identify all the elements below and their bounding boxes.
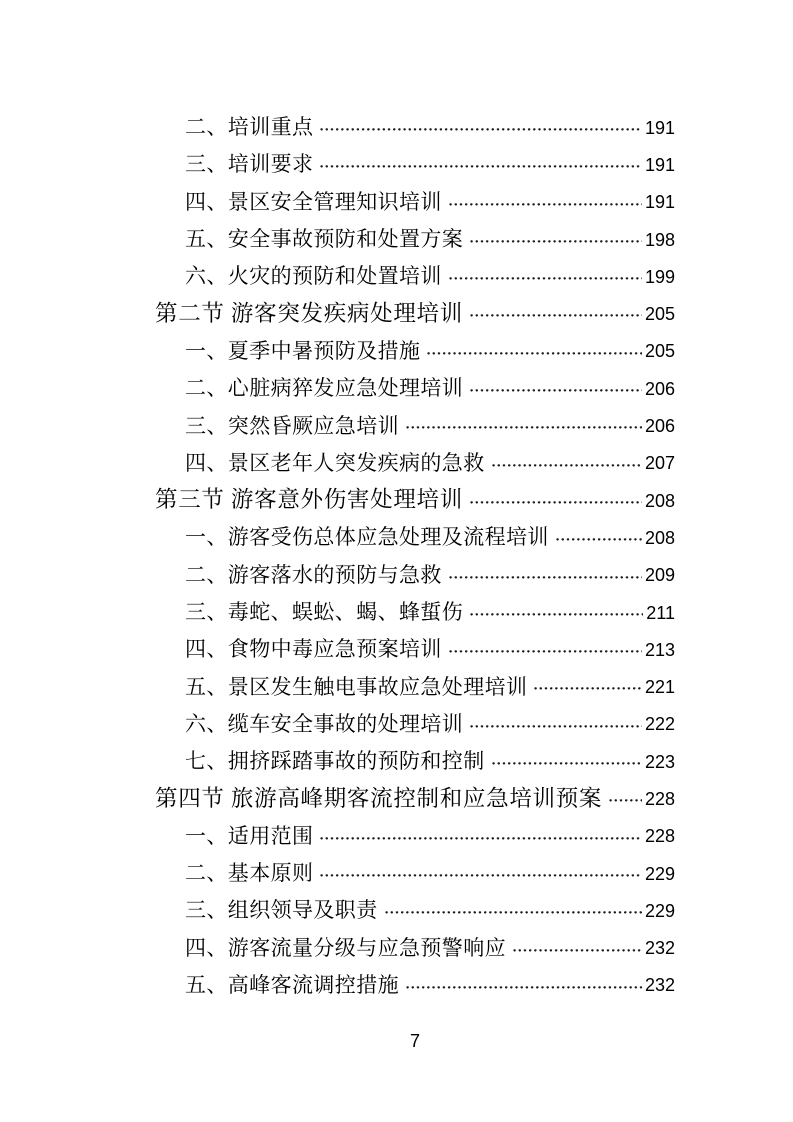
- toc-entry-page-number: 206: [644, 416, 675, 437]
- toc-section-entry: [155, 482, 675, 519]
- toc-item-entry: [155, 109, 675, 146]
- toc-item-entry: [155, 818, 675, 855]
- page-footer: [155, 1030, 675, 1053]
- toc-section-entry: [155, 780, 675, 817]
- toc-item-entry: [155, 519, 675, 556]
- dot-leader: [491, 445, 642, 482]
- dot-leader: [384, 892, 642, 929]
- toc-item-entry: [155, 184, 675, 221]
- toc-entry-page-number: 191: [644, 154, 675, 175]
- footer-page-number: 7: [409, 1031, 420, 1051]
- toc-entry-title: 五、高峰客流调控措施: [185, 972, 399, 997]
- toc-entry-page-number: 229: [644, 863, 675, 884]
- dot-leader: [319, 109, 642, 146]
- dot-leader: [319, 818, 642, 855]
- toc-entry-title: 第四节 旅游高峰期客流控制和应急培训预案: [155, 785, 603, 811]
- toc-entry-title: 三、组织领导及职责: [185, 898, 378, 923]
- toc-entry-page-number: 222: [644, 714, 675, 735]
- dot-leader: [469, 482, 642, 519]
- toc-entry-title: 三、突然昏厥应急培训: [185, 413, 399, 438]
- toc-entry-page-number: 232: [644, 975, 675, 996]
- toc-entry-page-number: 208: [644, 527, 675, 548]
- toc-entry-title: 五、安全事故预防和处置方案: [185, 227, 464, 252]
- table-of-contents: [155, 109, 675, 1004]
- dot-leader: [448, 258, 642, 295]
- dot-leader: [491, 743, 642, 780]
- toc-item-entry: [155, 258, 675, 295]
- toc-entry-page-number: 191: [644, 117, 675, 138]
- toc-entry-page-number: 191: [644, 192, 675, 213]
- toc-entry-title: 一、游客受伤总体应急处理及流程培训: [185, 525, 549, 550]
- toc-item-entry: [155, 221, 675, 258]
- dot-leader: [319, 146, 642, 183]
- dot-leader: [469, 594, 643, 631]
- toc-item-entry: [155, 743, 675, 780]
- toc-entry-title: 三、毒蛇、蜈蚣、蝎、蜂蜇伤: [185, 600, 464, 624]
- toc-entry-page-number: 207: [644, 453, 675, 474]
- toc-item-entry: [155, 445, 675, 482]
- toc-entry-title: 四、景区老年人突发疾病的急救: [185, 450, 485, 475]
- dot-leader: [469, 370, 642, 407]
- toc-entry-title: 一、夏季中暑预防及措施: [185, 338, 421, 363]
- dot-leader: [426, 333, 642, 370]
- dot-leader: [469, 295, 642, 332]
- toc-entry-title: 四、景区安全管理知识培训: [185, 189, 442, 214]
- dot-leader: [405, 967, 642, 1004]
- toc-entry-page-number: 206: [644, 378, 675, 399]
- toc-item-entry: [155, 930, 675, 967]
- toc-entry-title: 二、游客落水的预防与急救: [185, 562, 442, 587]
- toc-entry-page-number: 208: [644, 490, 675, 511]
- toc-entry-page-number: 229: [644, 900, 675, 921]
- dot-leader: [469, 221, 642, 258]
- toc-item-entry: [155, 407, 675, 444]
- toc-item-entry: [155, 370, 675, 407]
- toc-item-entry: [155, 668, 675, 705]
- toc-section-entry: [155, 295, 675, 332]
- dot-leader: [448, 557, 642, 594]
- toc-entry-page-number: 209: [644, 565, 675, 586]
- toc-item-entry: [155, 631, 675, 668]
- toc-entry-title: 六、缆车安全事故的处理培训: [185, 711, 464, 736]
- toc-item-entry: [155, 146, 675, 183]
- dot-leader: [469, 706, 642, 743]
- toc-entry-page-number: 232: [644, 938, 675, 959]
- toc-entry-page-number: 198: [644, 229, 675, 250]
- toc-entry-title: 二、心脏病猝发应急处理培训: [185, 376, 464, 401]
- toc-item-entry: [155, 557, 675, 594]
- toc-item-entry: [155, 333, 675, 370]
- dot-leader: [448, 184, 642, 221]
- toc-entry-page-number: 228: [644, 826, 675, 847]
- dot-leader: [405, 407, 642, 444]
- toc-entry-title: 六、火灾的预防和处置培训: [185, 264, 442, 289]
- toc-entry-title: 二、培训重点: [185, 115, 314, 140]
- toc-entry-title: 第三节 游客意外伤害处理培训: [155, 487, 463, 513]
- toc-item-entry: [155, 855, 675, 892]
- toc-entry-page-number: 211: [646, 602, 675, 623]
- dot-leader: [608, 780, 642, 817]
- dot-leader: [533, 668, 642, 705]
- dot-leader: [448, 631, 642, 668]
- toc-entry-page-number: 213: [644, 639, 675, 660]
- toc-item-entry: [155, 967, 675, 1004]
- toc-entry-page-number: 205: [644, 341, 675, 362]
- toc-entry-title: 二、基本原则: [185, 861, 314, 886]
- toc-entry-page-number: 228: [644, 788, 675, 809]
- toc-entry-title: 七、拥挤踩踏事故的预防和控制: [185, 749, 485, 774]
- toc-entry-page-number: 199: [644, 266, 675, 287]
- toc-item-entry: [155, 892, 675, 929]
- toc-entry-page-number: 223: [644, 751, 675, 772]
- toc-item-entry: [155, 594, 675, 631]
- dot-leader: [512, 930, 642, 967]
- toc-entry-title: 一、适用范围: [185, 823, 314, 848]
- toc-entry-title: 四、食物中毒应急预案培训: [185, 637, 442, 662]
- toc-entry-title: 第二节 游客突发疾病处理培训: [155, 300, 463, 326]
- dot-leader: [319, 855, 642, 892]
- toc-entry-title: 三、培训要求: [185, 152, 314, 177]
- toc-entry-title: 四、游客流量分级与应急预警响应: [185, 935, 506, 960]
- toc-entry-page-number: 221: [644, 677, 675, 698]
- toc-entry-title: 五、景区发生触电事故应急处理培训: [185, 674, 528, 699]
- toc-item-entry: [155, 706, 675, 743]
- toc-entry-page-number: 205: [644, 304, 675, 325]
- dot-leader: [555, 519, 642, 556]
